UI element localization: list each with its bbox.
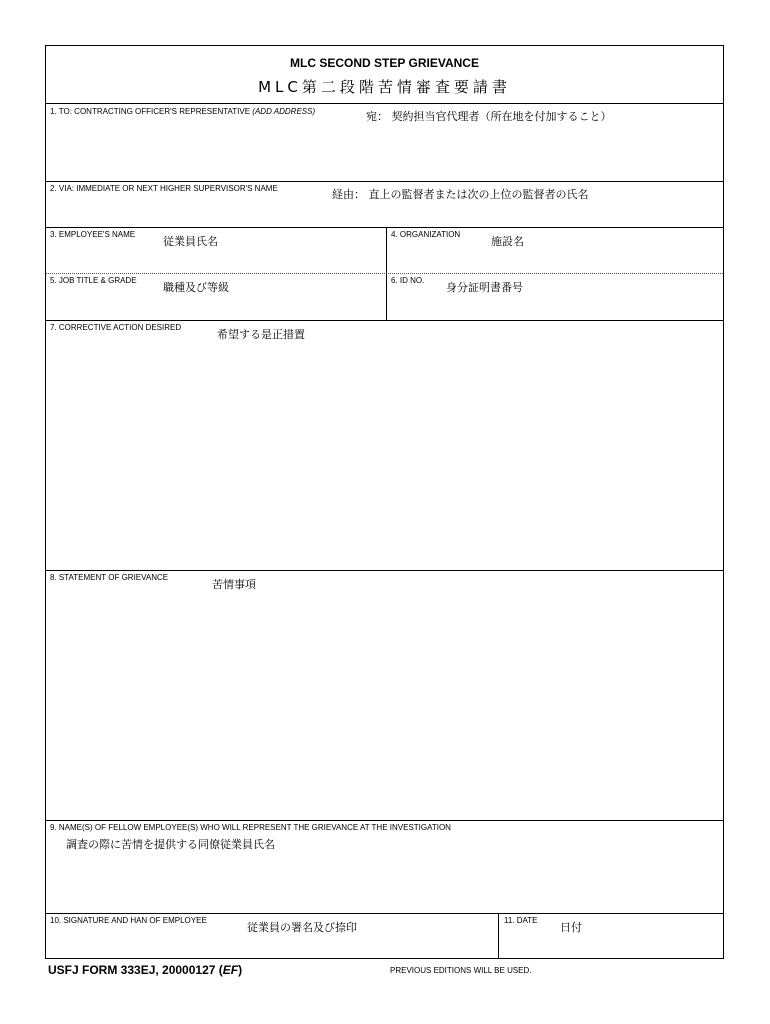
field-corrective-action-jp: 希望する是正措置 [217, 328, 305, 341]
field-corrective-action[interactable] [46, 321, 723, 571]
form-title-jp: MLC第二段階苦情審査要請書 [258, 78, 511, 96]
field-fellow-employees-label: 9. NAME(S) OF FELLOW EMPLOYEE(S) WHO WILL REPRESENT THE GRIEVANCE AT THE INVESTIGATION [50, 823, 451, 832]
field-id-no-jp: 身分証明書番号 [446, 281, 523, 294]
field-date-jp: 日付 [560, 921, 582, 934]
field-fellow-employees-jp: 調査の際に苦情を提供する同僚従業員氏名 [66, 838, 275, 851]
field-via[interactable] [46, 182, 723, 228]
divider [498, 914, 499, 958]
field-id-no-label: 6. ID NO. [391, 276, 425, 285]
divider [386, 274, 387, 320]
field-corrective-action-label: 7. CORRECTIVE ACTION DESIRED [50, 323, 182, 332]
field-to-jp: 宛： 契約担当官代理者（所在地を付加すること） [366, 110, 612, 123]
row-name-organization [46, 228, 723, 274]
divider [386, 228, 387, 273]
form-number: USFJ FORM 333EJ, 20000127 (EF) [48, 963, 243, 977]
field-employee-name-label: 3. EMPLOYEE'S NAME [50, 230, 136, 239]
form-title: MLC SECOND STEP GRIEVANCE [290, 56, 479, 70]
row-job-id [46, 274, 723, 321]
field-employee-name-jp: 従業員氏名 [163, 235, 218, 248]
field-statement-label: 8. STATEMENT OF GRIEVANCE [50, 573, 169, 582]
field-statement-jp: 苦情事項 [212, 578, 256, 591]
field-via-label: 2. VIA: IMMEDIATE OR NEXT HIGHER SUPERVISOR'S NAME [50, 184, 278, 193]
field-to-label: 1. TO: CONTRACTING OFFICER'S REPRESENTATIVE (ADD ADDRESS) [50, 107, 316, 116]
field-job-title-label: 5. JOB TITLE & GRADE [50, 276, 137, 285]
form-number-ef: EF [222, 963, 239, 977]
field-job-title-jp: 職種及び等級 [163, 281, 229, 294]
previous-editions-note: PREVIOUS EDITIONS WILL BE USED. [390, 966, 532, 975]
field-organization-jp: 施設名 [491, 235, 524, 248]
field-signature-jp: 従業員の署名及び捺印 [247, 921, 357, 934]
field-to-note: (ADD ADDRESS) [252, 107, 316, 116]
field-to[interactable] [46, 104, 723, 182]
field-fellow-employees[interactable] [46, 821, 723, 914]
form-header [46, 46, 723, 104]
row-signature-date [46, 914, 723, 958]
field-date-label: 11. DATE [504, 916, 538, 925]
field-statement[interactable] [46, 571, 723, 821]
field-organization-label: 4. ORGANIZATION [391, 230, 461, 239]
field-via-jp: 経由： 直上の監督者または次の上位の監督者の氏名 [332, 188, 589, 201]
field-signature-label: 10. SIGNATURE AND HAN OF EMPLOYEE [50, 916, 207, 925]
grievance-form [45, 45, 724, 959]
